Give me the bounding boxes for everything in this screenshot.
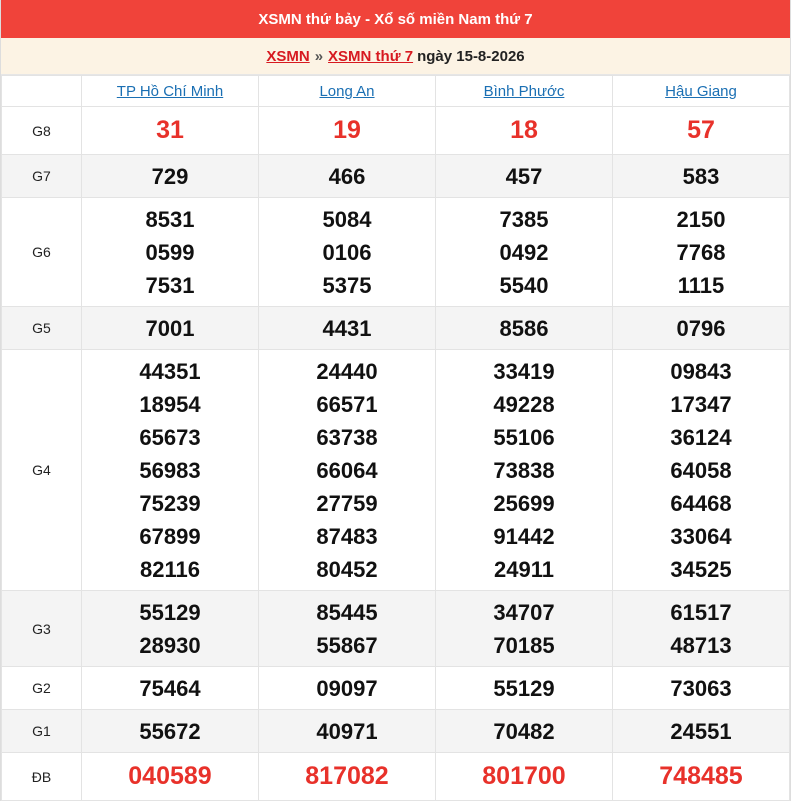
prize-cell <box>436 155 613 198</box>
prize-number: 40971 <box>316 718 378 744</box>
province-header <box>82 76 259 107</box>
prize-cell <box>82 107 259 155</box>
header-empty-cell <box>2 76 82 107</box>
prize-number: 55129 <box>493 675 555 701</box>
prize-number: 85445 <box>316 599 378 625</box>
prize-number: 91442 <box>493 523 555 549</box>
page-title: XSMN thứ bảy - Xổ số miền Nam thứ 7 <box>258 10 533 28</box>
prize-number: 34707 <box>493 599 555 625</box>
prize-label: G4 <box>2 350 82 591</box>
prize-row-g6 <box>2 198 790 307</box>
page-title-bar <box>1 0 790 38</box>
prize-number: 0492 <box>499 239 549 265</box>
prize-number: 5375 <box>322 272 372 298</box>
prize-number: 31 <box>156 116 184 144</box>
prize-cell <box>82 753 259 801</box>
prize-number: 82116 <box>140 556 200 582</box>
prize-number: 27759 <box>316 490 378 516</box>
prize-row-g5 <box>2 307 790 350</box>
province-header <box>613 76 790 107</box>
prize-number: 61517 <box>670 599 732 625</box>
prize-number: 5540 <box>499 272 549 298</box>
prize-label: G6 <box>2 198 82 307</box>
prize-label: G2 <box>2 667 82 710</box>
prize-number: 729 <box>151 163 189 189</box>
prize-rows <box>2 107 790 801</box>
province-link-tp-ho-chi-minh[interactable]: TP Hồ Chí Minh <box>116 82 224 100</box>
prize-cell <box>82 307 259 350</box>
prize-number: 64058 <box>670 457 732 483</box>
prize-number: 87483 <box>316 523 378 549</box>
breadcrumb-separator: » <box>314 47 324 65</box>
province-link-binh-phuoc[interactable]: Bình Phước <box>483 82 565 100</box>
prize-number: 7768 <box>676 239 726 265</box>
prize-number: 33419 <box>493 358 555 384</box>
prize-cell <box>613 198 790 307</box>
prize-number: 33064 <box>670 523 732 549</box>
prize-number: 44351 <box>139 358 201 384</box>
prize-number: 70482 <box>493 718 555 744</box>
prize-cell <box>436 753 613 801</box>
prize-number: 24911 <box>494 556 554 582</box>
prize-cell <box>436 307 613 350</box>
draw-date: ngày 15-8-2026 <box>417 47 525 65</box>
prize-number: 49228 <box>493 391 555 417</box>
prize-number: 17347 <box>670 391 732 417</box>
prize-cell <box>613 307 790 350</box>
prize-number: 5084 <box>322 206 372 232</box>
prize-cell <box>613 350 790 591</box>
prize-number: 7001 <box>145 315 195 341</box>
prize-number: 817082 <box>305 762 389 790</box>
prize-label: G5 <box>2 307 82 350</box>
prize-row-g8 <box>2 107 790 155</box>
prize-number: 7385 <box>499 206 549 232</box>
prize-number: 24551 <box>670 718 732 744</box>
prize-cell <box>82 591 259 667</box>
prize-number: 09843 <box>670 358 732 384</box>
prize-row-g2 <box>2 667 790 710</box>
prize-number: 56983 <box>139 457 201 483</box>
prize-number: 55672 <box>139 718 201 744</box>
prize-number: 24440 <box>316 358 378 384</box>
breadcrumb <box>1 38 790 75</box>
prize-cell <box>259 591 436 667</box>
prize-number: 0796 <box>676 315 726 341</box>
prize-cell <box>436 710 613 753</box>
prize-number: 73063 <box>670 675 732 701</box>
prize-cell <box>259 155 436 198</box>
province-header <box>436 76 613 107</box>
prize-cell <box>613 107 790 155</box>
prize-number: 2150 <box>676 206 726 232</box>
prize-row-db <box>2 753 790 801</box>
prize-cell <box>259 710 436 753</box>
prize-cell <box>613 710 790 753</box>
prize-row-g7 <box>2 155 790 198</box>
prize-number: 57 <box>687 116 715 144</box>
prize-cell <box>259 198 436 307</box>
prize-cell <box>82 155 259 198</box>
prize-number: 801700 <box>482 762 566 790</box>
prize-row-g4 <box>2 350 790 591</box>
prize-number: 040589 <box>128 762 212 790</box>
prize-number: 583 <box>682 163 720 189</box>
prize-cell <box>613 591 790 667</box>
province-link-hau-giang[interactable]: Hậu Giang <box>665 82 737 100</box>
prize-row-g1 <box>2 710 790 753</box>
prize-cell <box>82 667 259 710</box>
province-link-long-an[interactable]: Long An <box>319 82 375 100</box>
prize-number: 55106 <box>493 424 555 450</box>
prize-number: 67899 <box>139 523 201 549</box>
breadcrumb-link-xsmn-thu-7[interactable]: XSMN thứ 7 <box>328 47 414 65</box>
prize-number: 28930 <box>139 632 201 658</box>
prize-number: 34525 <box>670 556 732 582</box>
prize-number: 55129 <box>139 599 201 625</box>
prize-cell <box>259 307 436 350</box>
prize-number: 748485 <box>659 762 743 790</box>
prize-number: 4431 <box>322 315 372 341</box>
prize-cell <box>436 350 613 591</box>
prize-number: 8531 <box>145 206 195 232</box>
prize-number: 75239 <box>139 490 201 516</box>
prize-number: 457 <box>505 163 543 189</box>
prize-label: G7 <box>2 155 82 198</box>
prize-cell <box>82 710 259 753</box>
prize-cell <box>82 198 259 307</box>
prize-number: 55867 <box>316 632 378 658</box>
prize-cell <box>82 350 259 591</box>
results-table <box>1 75 790 801</box>
prize-number: 25699 <box>493 490 555 516</box>
prize-number: 66571 <box>316 391 378 417</box>
prize-cell <box>613 155 790 198</box>
prize-cell <box>436 107 613 155</box>
prize-cell <box>259 107 436 155</box>
prize-label: ĐB <box>2 753 82 801</box>
prize-number: 7531 <box>145 272 195 298</box>
prize-number: 19 <box>333 116 361 144</box>
prize-number: 09097 <box>316 675 378 701</box>
prize-number: 1115 <box>677 272 725 298</box>
prize-number: 466 <box>328 163 366 189</box>
prize-cell <box>259 350 436 591</box>
prize-number: 0106 <box>322 239 372 265</box>
prize-cell <box>259 667 436 710</box>
prize-number: 8586 <box>499 315 549 341</box>
prize-number: 0599 <box>145 239 195 265</box>
prize-number: 36124 <box>670 424 732 450</box>
prize-number: 73838 <box>493 457 555 483</box>
prize-number: 64468 <box>670 490 732 516</box>
prize-cell <box>436 591 613 667</box>
prize-number: 70185 <box>493 632 555 658</box>
prize-number: 48713 <box>670 632 732 658</box>
breadcrumb-link-xsmn[interactable]: XSMN <box>266 47 310 65</box>
prize-cell <box>436 198 613 307</box>
province-header-row <box>2 76 790 107</box>
province-header <box>259 76 436 107</box>
prize-cell <box>436 667 613 710</box>
prize-number: 18954 <box>139 391 201 417</box>
prize-number: 66064 <box>316 457 378 483</box>
prize-number: 65673 <box>139 424 201 450</box>
prize-cell <box>613 753 790 801</box>
prize-number: 18 <box>510 116 538 144</box>
prize-label: G1 <box>2 710 82 753</box>
prize-number: 75464 <box>139 675 201 701</box>
prize-label: G8 <box>2 107 82 155</box>
prize-number: 63738 <box>316 424 378 450</box>
prize-row-g3 <box>2 591 790 667</box>
prize-cell <box>259 753 436 801</box>
prize-number: 80452 <box>316 556 378 582</box>
prize-label: G3 <box>2 591 82 667</box>
prize-cell <box>613 667 790 710</box>
